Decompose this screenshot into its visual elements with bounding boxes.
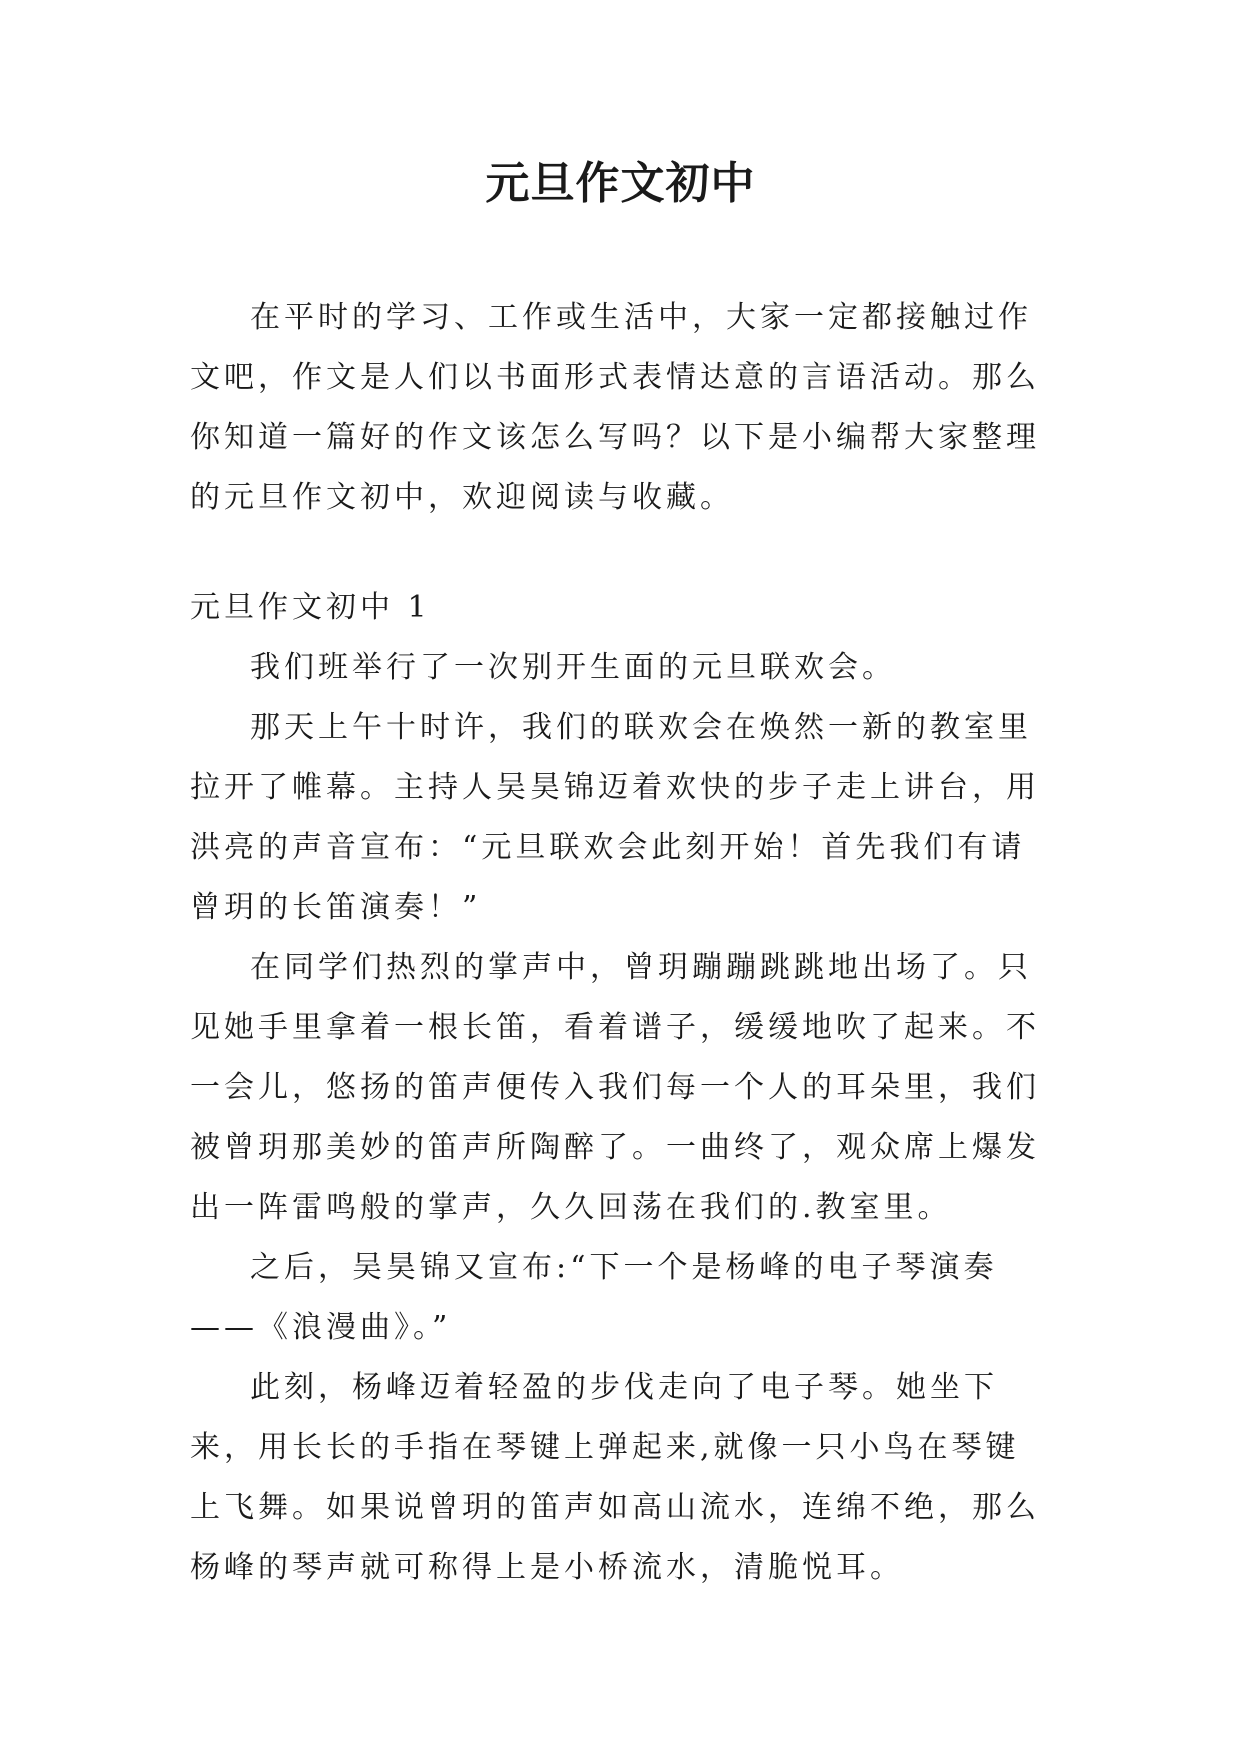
essay-paragraph: 此刻，杨峰迈着轻盈的步伐走向了电子琴。她坐下来，用长长的手指在琴键上弹起来,就像一只小鸟在琴键上飞舞。如果说曾玥的笛声如高山流水，连绵不绝，那么杨峰的琴声就可称得上是小桥流水，清脆悦耳。 [190,1370,1040,1585]
essay-paragraph: 在同学们热烈的掌声中，曾玥蹦蹦跳跳地出场了。只见她手里拿着一根长笛，看着谱子，缓缓地吹了起来。不一会儿，悠扬的笛声便传入我们每一个人的耳朵里，我们被曾玥那美妙的笛声所陶醉了。一曲终了，观众席上爆发出一阵雷鸣般的掌声，久久回荡在我们的.教室里。 [190,950,1040,1225]
essay-body [190,638,1050,1598]
essay-paragraph: 之后，吴昊锦又宣布:“下一个是杨峰的电子琴演奏——《浪漫曲》。” [190,1250,998,1345]
document-title: 元旦作文初中 [485,158,756,209]
intro-paragraph: 在平时的学习、工作或生活中，大家一定都接触过作文吧，作文是人们以书面形式表情达意的言语活动。那么你知道一篇好的作文该怎么写吗？以下是小编帮大家整理的元旦作文初中，欢迎阅读与收藏。 [190,300,1040,515]
essay-paragraph: 我们班举行了一次别开生面的元旦联欢会。 [250,650,896,685]
section-heading: 元旦作文初中 1 [190,590,431,625]
essay-paragraph: 那天上午十时许，我们的联欢会在焕然一新的教室里拉开了帷幕。主持人吴昊锦迈着欢快的步子走上讲台，用洪亮的声音宣布：“元旦联欢会此刻开始！首先我们有请曾玥的长笛演奏！” [190,710,1040,925]
